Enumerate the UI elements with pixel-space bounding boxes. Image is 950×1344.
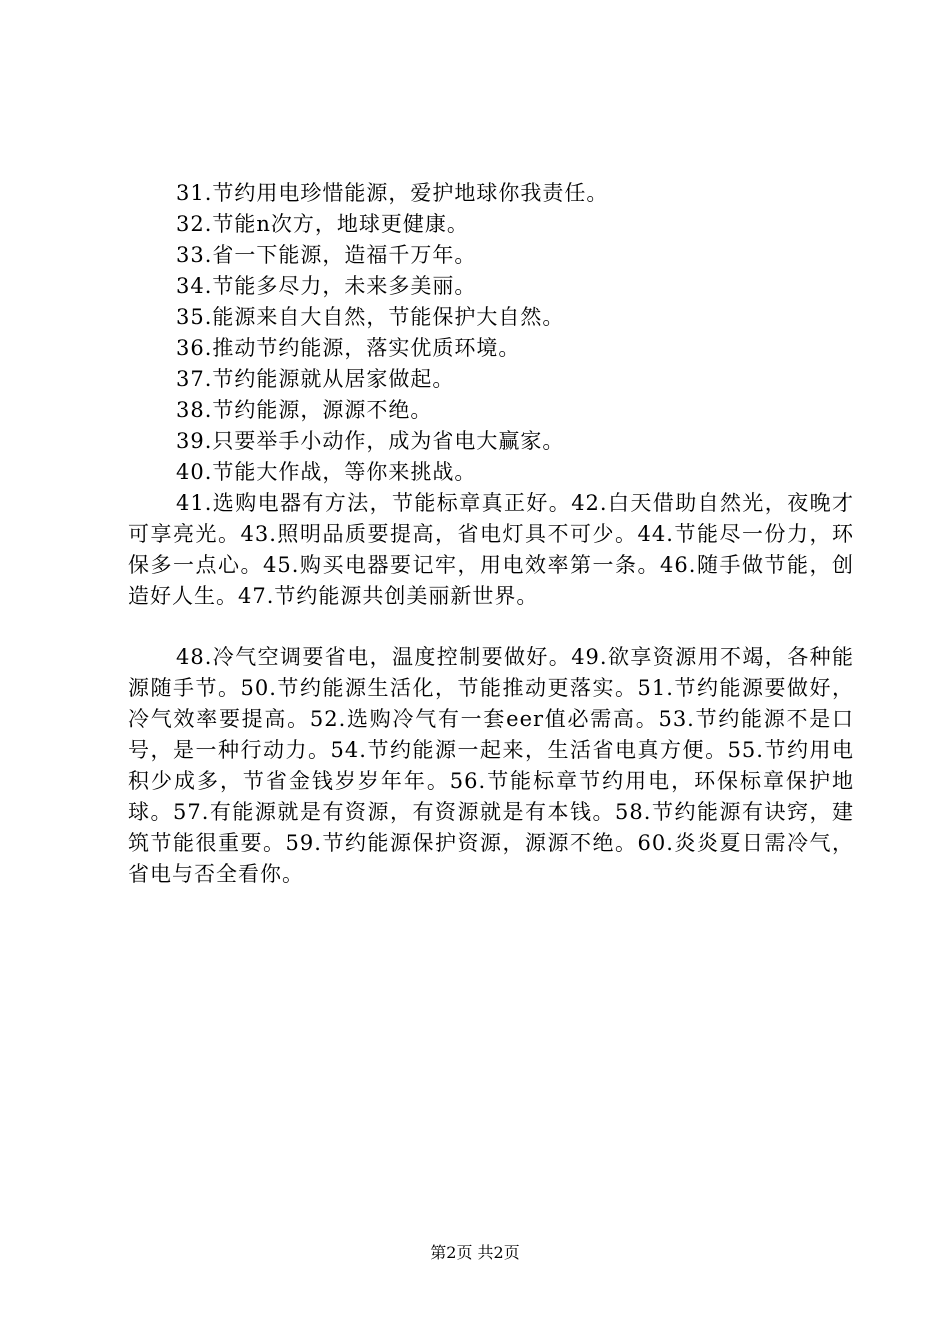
list-item: 33.省一下能源，造福千万年。 [176, 243, 477, 267]
list-item: 34.节能多尽力，未来多美丽。 [176, 274, 477, 298]
page-footer: 第2页 共2页 [430, 1243, 520, 1262]
list-item: 36.推动节约能源，落实优质环境。 [176, 336, 521, 360]
paragraph-slogans-41-47: 41.选购电器有方法，节能标章真正好。42.白天借助自然光，夜晚才可享亮光。43.照明品质要提高，省电灯具不可少。44.节能尽一份力，环保多一点心。45.购买电器要记牢，用电效率第一条。46.随手做节能，创造好人生。47.节约能源共创美丽新世界。 [128, 491, 854, 608]
paragraph-slogans-48-60: 48.冷气空调要省电，温度控制要做好。49.欲享资源用不竭，各种能源随手节。50.节约能源生活化，节能推动更落实。51.节约能源要做好，冷气效率要提高。52.选购冷气有一套eer值必需高。53.节约能源不是口号，是一种行动力。54.节约能源一起来，生活省电真方便。55.节约用电积少成多，节省金钱岁岁年年。56.节能标章节约用电，环保标章保护地球。57.有能源就是有资源，有资源就是有本钱。58.节约能源有诀窍，建筑节能很重要。59.节约能源保护资源，源源不绝。60.炎炎夏日需冷气，省电与否全看你。 [128, 645, 854, 886]
list-item: 31.节约用电珍惜能源，爱护地球你我责任。 [176, 181, 609, 205]
list-item: 38.节约能源，源源不绝。 [176, 398, 433, 422]
slogan-list [176, 178, 608, 488]
list-item: 37.节约能源就从居家做起。 [176, 367, 455, 391]
list-item: 40.节能大作战，等你来挑战。 [176, 460, 477, 484]
list-item: 32.节能n次方，地球更健康。 [176, 212, 469, 236]
list-item: 35.能源来自大自然，节能保护大自然。 [176, 305, 565, 329]
list-item: 39.只要举手小动作，成为省电大赢家。 [176, 429, 565, 453]
